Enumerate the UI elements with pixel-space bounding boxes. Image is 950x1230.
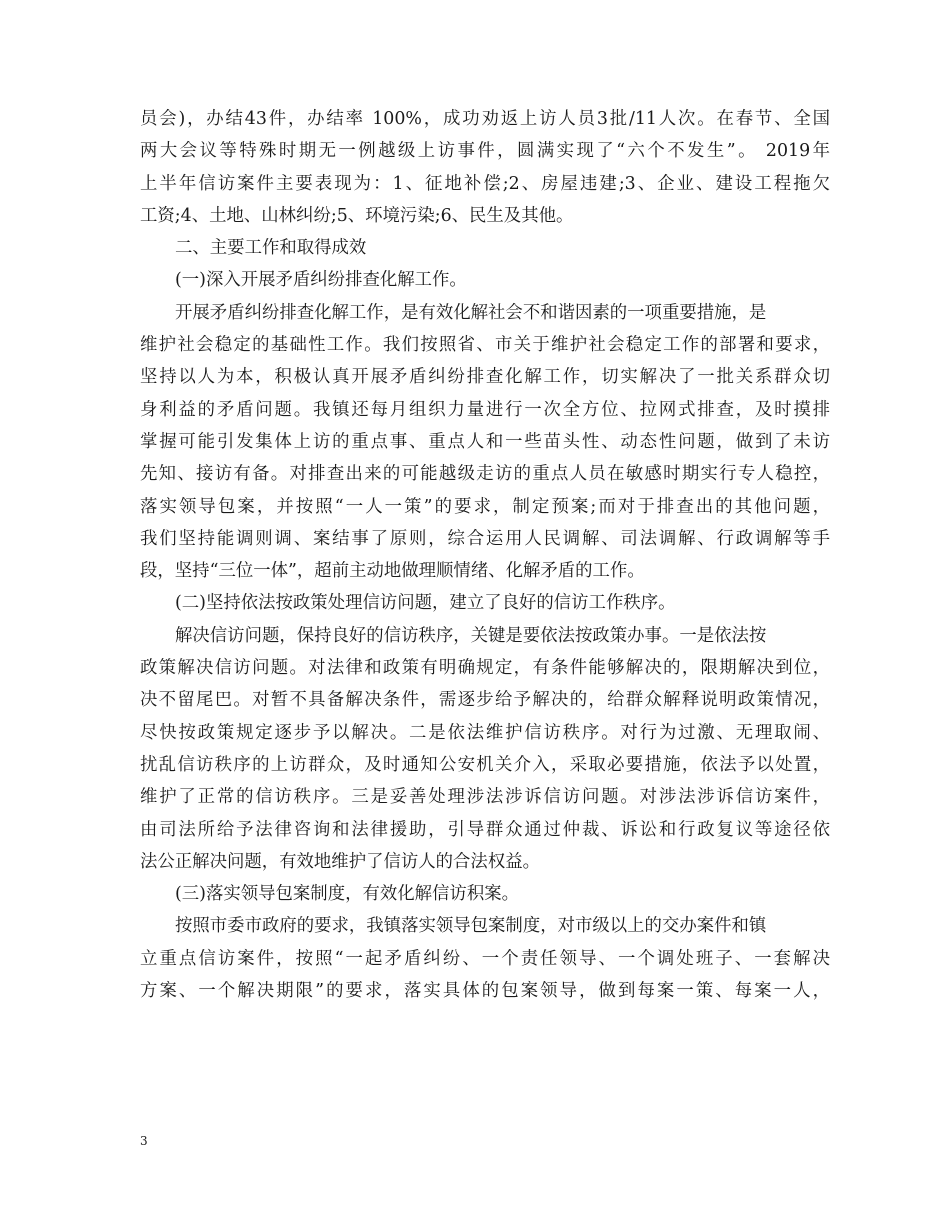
- text-line: (三)落实领导包案制度，有效化解信访积案。: [175, 884, 519, 905]
- page-number: 3: [140, 1134, 148, 1148]
- text-line: (二)坚持依法按政策处理信访问题，建立了良好的信访工作秩序。: [175, 593, 676, 614]
- text-line: 由司法所给予法律咨询和法律援助，引导群众通过仲裁、诉讼和行政复议等途径依: [140, 819, 830, 840]
- text-line: 先知、接访有备。对排查出来的可能越级走访的重点人员在敏感时期实行专人稳控，: [140, 464, 830, 485]
- text-line: 法公正解决问题，有效地维护了信访人的合法权益。: [140, 851, 540, 872]
- text-line: 我们坚持能调则调、案结事了原则，综合运用人民调解、司法调解、行政调解等手: [140, 528, 830, 549]
- text-line: 立重点信访案件，按照“一起矛盾纠纷、一个责任领导、一个调处班子、一套解决: [140, 948, 830, 969]
- text-line: (一)深入开展矛盾纠纷排查化解工作。: [175, 270, 467, 291]
- text-line: 段，坚持“三位一体”，超前主动地做理顺情绪、化解矛盾的工作。: [140, 561, 645, 582]
- text-line: 按照市委市政府的要求，我镇落实领导包案制度，对市级以上的交办案件和镇: [175, 916, 767, 937]
- body-text: [140, 103, 830, 1007]
- text-line: 扰乱信访秩序的上访群众，及时通知公安机关介入，采取必要措施，依法予以处置，: [140, 754, 830, 775]
- text-line: 掌握可能引发集体上访的重点事、重点人和一些苗头性、动态性问题，做到了未访: [140, 431, 830, 452]
- text-line: 上半年信访案件主要表现为：1、征地补偿;2、房屋违建;3、企业、建设工程拖欠: [140, 173, 830, 194]
- text-line: 决不留尾巴。对暂不具备解决条件，需逐步给予解决的，给群众解释说明政策情况，: [140, 690, 830, 711]
- text-line: 两大会议等特殊时期无一例越级上访事件，圆满实现了“六个不发生”。 2019年: [140, 141, 830, 162]
- text-line: 员会)，办结43件，办结率 100%，成功劝返上访人员3批/11人次。在春节、全国: [140, 109, 830, 129]
- text-line: 解决信访问题，保持良好的信访秩序，关键是要依法按政策办事。一是依法按: [175, 625, 767, 646]
- text-line: 坚持以人为本，积极认真开展矛盾纠纷排查化解工作，切实解决了一批关系群众切: [140, 367, 830, 388]
- text-line: 政策解决信访问题。对法律和政策有明确规定，有条件能够解决的，限期解决到位，: [140, 658, 830, 679]
- text-line: 身利益的矛盾问题。我镇还每月组织力量进行一次全方位、拉网式排查，及时摸排: [140, 399, 830, 420]
- text-line: 维护社会稳定的基础性工作。我们按照省、市关于维护社会稳定工作的部署和要求，: [140, 335, 830, 356]
- text-line: 二、主要工作和取得成效: [175, 238, 367, 259]
- text-line: 维护了正常的信访秩序。三是妥善处理涉法涉诉信访问题。对涉法涉诉信访案件，: [140, 787, 830, 808]
- text-line: 尽快按政策规定逐步予以解决。二是依法维护信访秩序。对行为过激、无理取闹、: [140, 722, 830, 743]
- text-line: 方案、一个解决期限”的要求，落实具体的包案领导，做到每案一策、每案一人，: [140, 981, 830, 1002]
- text-line: 开展矛盾纠纷排查化解工作，是有效化解社会不和谐因素的一项重要措施，是: [175, 302, 767, 323]
- text-line: 落实领导包案，并按照“一人一策”的要求，制定预案;而对于排查出的其他问题，: [140, 496, 830, 517]
- text-line: 工资;4、土地、山林纠纷;5、环境污染;6、民生及其他。: [140, 205, 574, 226]
